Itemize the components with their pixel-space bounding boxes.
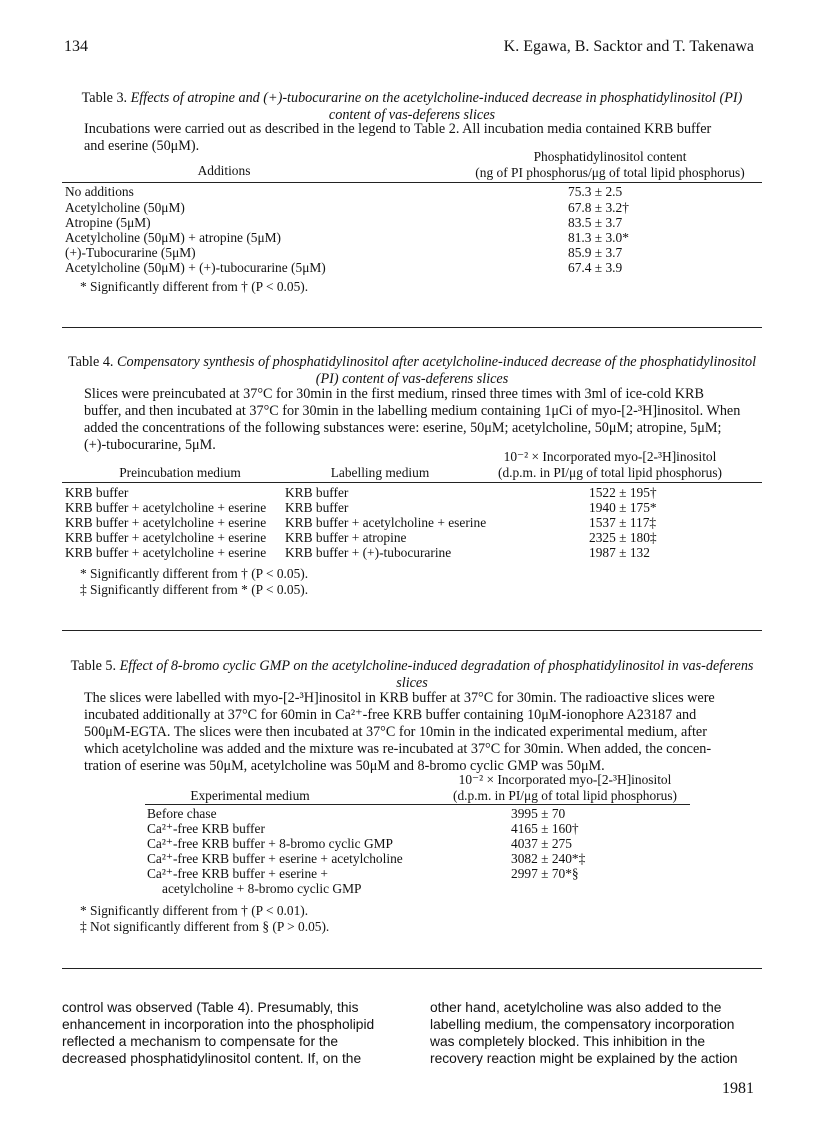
table5-col-exp: Experimental medium — [190, 788, 310, 803]
table-cell: 75.3 ± 2.5 — [568, 184, 623, 199]
table-cell: 67.8 ± 3.2† — [568, 200, 629, 215]
table-cell: 4037 ± 275 — [511, 836, 572, 851]
table-cell: KRB buffer + atropine — [285, 530, 407, 545]
table-cell: 1940 ± 175* — [589, 500, 657, 515]
table4-col-lab: Labelling medium — [330, 465, 430, 480]
section-divider — [62, 968, 762, 969]
table-row-continuation: acetylcholine + 8-bromo cyclic GMP — [162, 881, 362, 896]
table-cell: 2325 ± 180‡ — [589, 530, 657, 545]
table-row: KRB buffer + acetylcholine + eserine — [65, 530, 267, 545]
table-row: KRB buffer + acetylcholine + eserine — [65, 500, 267, 515]
running-authors: K. Egawa, B. Sacktor and T. Takenawa — [503, 38, 754, 55]
table4-footnote: * Significantly different from † (P < 0.05). — [80, 566, 309, 581]
table-row: KRB buffer — [65, 485, 129, 500]
table3-header-rule — [62, 182, 762, 183]
page-number: 134 — [64, 38, 88, 55]
body-column-left: control was observed (Table 4). Presumably, this enhancement in incorporation into the phospholipid reflected a mechanism to compensate for the decreased phosphatidylinositol content. If, on the — [62, 1000, 375, 1066]
table5-title: Table 5. Effect of 8-bromo cyclic GMP on the acetylcholine-induced degradation of phosphatidylinositol in vas-deferens slices — [70, 658, 754, 691]
table-row: KRB buffer + acetylcholine + eserine — [65, 545, 267, 560]
table3-title: Table 3. Effects of atropine and (+)-tubocurarine on the acetylcholine-induced decrease in phosphatidylinositol (PI) content of vas-deferens slices — [81, 90, 743, 123]
table-row: Atropine (5μM) — [65, 215, 151, 230]
section-divider — [62, 327, 762, 328]
table-cell: KRB buffer + acetylcholine + eserine — [285, 515, 487, 530]
table-row: Acetylcholine (50μM) + atropine (5μM) — [65, 230, 282, 245]
table3-legend: Incubations were carried out as described in the legend to Table 2. All incubation media contained KRB buffer and eserine (50μM). — [84, 121, 712, 154]
table5-col-inc-line2: (d.p.m. in PI/μg of total lipid phosphorus) — [452, 788, 678, 803]
table3-col-pi-line2: (ng of PI phosphorus/μg of total lipid phosphorus) — [475, 165, 745, 180]
table-row: Ca²⁺-free KRB buffer — [147, 821, 265, 836]
table-cell: KRB buffer + (+)-tubocurarine — [285, 545, 452, 560]
table-cell: 67.4 ± 3.9 — [568, 260, 623, 275]
table-cell: 1987 ± 132 — [589, 545, 650, 560]
table3-col-pi-line1: Phosphatidylinositol content — [533, 149, 687, 164]
table-row: KRB buffer + acetylcholine + eserine — [65, 515, 267, 530]
table-cell: KRB buffer — [285, 500, 349, 515]
table-cell: 83.5 ± 3.7 — [568, 215, 623, 230]
table5-footnote: ‡ Not significantly different from § (P > 0.05). — [80, 919, 330, 934]
table-row: Acetylcholine (50μM) + (+)-tubocurarine (5μM) — [65, 260, 326, 275]
table5-col-inc-line1: 10⁻² × Incorporated myo-[2-³H]inositol — [458, 772, 672, 787]
page-year: 1981 — [722, 1080, 754, 1097]
table3-col-additions: Additions — [197, 163, 251, 178]
table5-legend: The slices were labelled with myo-[2-³H]inositol in KRB buffer at 37°C for 30min. The radioactive slices were incubated additionally at 37°C for 60min in Ca²⁺-free KRB buffer containing 10μM-ionophore A23187 and 500μM-EGTA. The slices were then incubated at 37°C for 10min in the indicated experimental medium, after which acetylcholine was added and the mixture was re-incubated at 37°C for 30min. When added, the concen- tration of eserine was 50μM, acetylcholine was 50μM and 8-bromo cyclic GMP was 50μM. — [84, 690, 715, 774]
table-cell: 3082 ± 240*‡ — [511, 851, 586, 866]
table-row: No additions — [65, 184, 134, 199]
table5-footnote: * Significantly different from † (P < 0.01). — [80, 903, 309, 918]
table4-col-pre: Preincubation medium — [119, 465, 241, 480]
section-divider — [62, 630, 762, 631]
table-row: Ca²⁺-free KRB buffer + eserine + — [147, 866, 328, 881]
table5-header-rule — [145, 804, 690, 805]
table4-footnote: ‡ Significantly different from * (P < 0.05). — [80, 582, 309, 597]
table-cell: 1537 ± 117‡ — [589, 515, 657, 530]
table-cell: 1522 ± 195† — [589, 485, 657, 500]
table-cell: 3995 ± 70 — [511, 806, 566, 821]
table4-title: Table 4. Compensatory synthesis of phosphatidylinositol after acetylcholine-induced decrease of the phosphatidylinositol (PI) content of vas-deferens slices — [67, 354, 757, 387]
table-row: (+)-Tubocurarine (5μM) — [65, 245, 196, 260]
table-cell: 81.3 ± 3.0* — [568, 230, 629, 245]
table-cell: 4165 ± 160† — [511, 821, 579, 836]
table4-col-inc-line1: 10⁻² × Incorporated myo-[2-³H]inositol — [503, 449, 717, 464]
table-cell: 85.9 ± 3.7 — [568, 245, 623, 260]
table4-legend: Slices were preincubated at 37°C for 30min in the first medium, rinsed three times with 3ml of ice-cold KRB buffer, and then incubated at 37°C for 30min in the labelling medium containing 1μCi of myo-[2-³H]inositol. When added the concentrations of the following substances were: eserine, 50μM; acetylcholine, 50μM; atropine, 5μM; (+)-tubocurarine, 5μM. — [84, 386, 741, 453]
table4-col-inc-line2: (d.p.m. in PI/μg of total lipid phosphorus) — [497, 465, 723, 480]
table-row: Ca²⁺-free KRB buffer + 8-bromo cyclic GMP — [147, 836, 393, 851]
table-row: Before chase — [147, 806, 217, 821]
table-cell: 2997 ± 70*§ — [511, 866, 579, 881]
table-row: Acetylcholine (50μM) — [65, 200, 185, 215]
table3-footnote: * Significantly different from † (P < 0.05). — [80, 279, 309, 294]
table-row: Ca²⁺-free KRB buffer + eserine + acetylcholine — [147, 851, 403, 866]
body-column-right: other hand, acetylcholine was also added to the labelling medium, the compensatory incorporation was completely blocked. This inhibition in the recovery reaction might be explained by the action — [430, 1000, 738, 1066]
table-cell: KRB buffer — [285, 485, 349, 500]
table4-header-rule — [62, 482, 762, 483]
